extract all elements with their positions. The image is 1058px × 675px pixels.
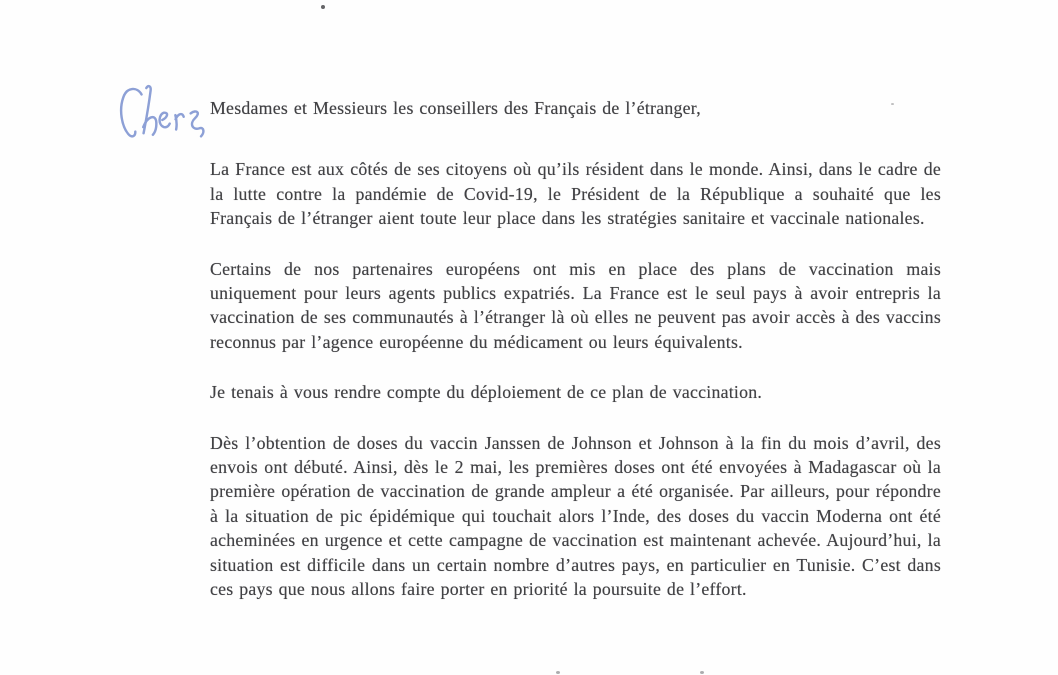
paragraph-rendre-compte: Je tenais à vous rendre compte du déploiement de ce plan de vaccination. (210, 382, 763, 403)
scan-speck (700, 671, 704, 674)
scan-speck (891, 103, 894, 105)
paragraph-france-cotes-citoyens: La France est aux côtés de ses citoyens où qu’ils résident dans le monde. Ainsi, dans le cadre de la lutte contre la pandémie de Covid-19, le Président de la République a souhaité que les Français de l’étranger aient toute leur place dans les stratégies sanitaire et vaccinale nationales. (210, 159, 941, 229)
scan-speck (556, 671, 560, 674)
paragraph-deploiement-vaccins: Dès l’obtention de doses du vaccin Janssen de Johnson et Johnson à la fin du mois d’avril, des envois ont débuté. Ainsi, dès le 2 mai, les premières doses ont été envoyées à Madagascar où la première opération de vaccination de grande ampleur a été organisée. Par ailleurs, pour répondre à la situation de pic épidémique qui touchait alors l’Inde, des doses du vaccin Moderna ont été acheminées en urgence et cette campagne de vaccination est maintenant achevée. Aujourd’hui, la situation est difficile dans un certain nombre d’autres pays, en particulier en Tunisie. C’est dans ces pays que nous allons faire porter en priorité la poursuite de l’effort. (210, 432, 941, 600)
scan-speck (321, 5, 325, 9)
handwritten-chers-annotation (111, 79, 206, 152)
paragraph-partenaires-europeens: Certains de nos partenaires européens ont mis en place des plans de vaccination mais uniquement pour leurs agents publics expatriés. La France est le seul pays à avoir entrepris la vaccination de ses communautés à l’étranger là où elles ne peuvent pas avoir accès à des vaccins reconnus par l’agence européenne du médicament ou leurs équivalents. (210, 258, 941, 352)
letter-body (210, 96, 941, 602)
salutation-line: Mesdames et Messieurs les conseillers des Français de l’étranger, (210, 98, 701, 118)
